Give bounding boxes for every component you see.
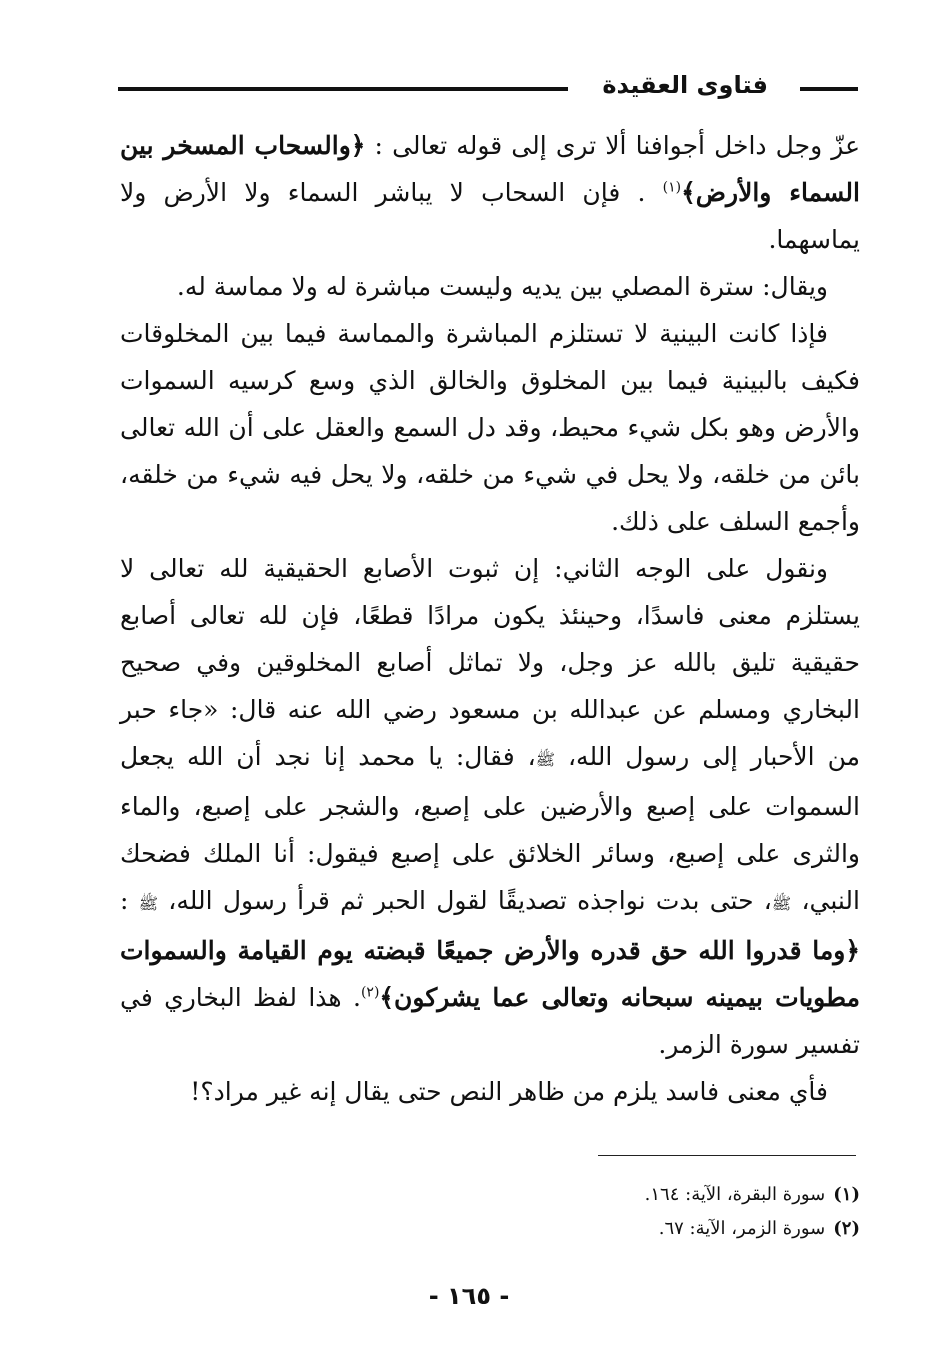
paragraph-4-text-c: ، حتى بدت نواجذه تصديقًا لقول الحبر ثم قرأ رسول الله، xyxy=(158,886,772,915)
paragraph-4-text-b: ، فقال: يا محمد إنا نجد أن الله يجعل السموات على إصبع والأرضين على إصبع، والشجر على إصبع، والماء والثرى على إصبع، وسائر الخلائق على إصبع فيقول: أنا الملك فضحك النبي، xyxy=(120,742,860,915)
paragraph-1 xyxy=(120,122,860,263)
footnote-ref-2: (٢) xyxy=(360,984,380,1001)
salla-symbol-1: ﷺ xyxy=(535,750,556,769)
quran-verse-1: ﴿والسحاب المسخر بين السماء والأرض﴾ xyxy=(120,131,860,207)
header-rule-right xyxy=(800,87,858,91)
paragraph-3: فإذا كانت البينية لا تستلزم المباشرة والمماسة فيما بين المخلوقات فكيف بالبينية فيما بين المخلوق والخالق الذي وسع كرسيه السموات والأرض وهو بكل شيء محيط، وقد دل السمع والعقل على أن الله تعالى بائن من خلقه، ولا يحل في شيء من خلقه، ولا يحل فيه شيء من خلقه، وأجمع السلف على ذلك. xyxy=(120,319,860,536)
paragraph-4-text-e: . هذا لفظ البخاري في تفسير سورة الزمر. xyxy=(120,983,860,1059)
paragraph-4 xyxy=(120,545,860,1068)
quran-verse-2: ﴿وما قدروا الله حق قدره والأرض جميعًا قبضته يوم القيامة والسموات مطويات بيمينه سبحانه وتعالى عما يشركون﴾ xyxy=(120,936,860,1012)
footnote-2-text: سورة الزمر، الآية: ٦٧. xyxy=(658,1218,826,1239)
salla-symbol-3: ﷺ xyxy=(138,894,159,913)
footnote-1-text: سورة البقرة، الآية: ١٦٤. xyxy=(644,1184,826,1205)
running-header xyxy=(118,66,858,106)
paragraph-5: فأي معنى فاسد يلزم من ظاهر النص حتى يقال إنه غير مراد؟! xyxy=(190,1077,828,1106)
paragraph-2: ويقال: سترة المصلي بين يديه وليست مباشرة له ولا مماسة له. xyxy=(176,272,828,301)
paragraph-1-text-b: . فإن السحاب لا يباشر السماء ولا الأرض ولا يماسهما. xyxy=(120,178,860,254)
footnotes xyxy=(360,1178,860,1246)
header-title: فتاوى العقيدة xyxy=(602,71,768,99)
footnote-ref-1: (١) xyxy=(662,179,682,196)
paragraph-4-text-d: : xyxy=(120,886,139,915)
header-rule-left xyxy=(118,87,568,91)
body-text xyxy=(120,122,860,1115)
footnote-2 xyxy=(360,1212,860,1246)
paragraph-4-text-a: ونقول على الوجه الثاني: إن ثبوت الأصابع الحقيقية لله تعالى لا يستلزم معنى فاسدًا، وحينئذ يكون مرادًا قطعًا، فإن لله تعالى أصابع حقيقية تليق بالله عز وجل، ولا تماثل أصابع المخلوقين وفي صحيح البخاري ومسلم عن عبدالله بن مسعود رضي الله عنه قال: «جاء حبر من الأحبار إلى رسول الله، xyxy=(120,554,860,771)
paragraph-1-text-a: عزّ وجل داخل أجوافنا ألا ترى إلى قوله تعالى : xyxy=(365,131,860,160)
salla-symbol-2: ﷺ xyxy=(771,894,792,913)
footnote-1-number: (١) xyxy=(833,1184,860,1205)
footnote-separator xyxy=(598,1155,856,1156)
footnote-2-number: (٢) xyxy=(833,1218,860,1239)
page-number: - ١٦٥ - xyxy=(428,1282,510,1310)
footnote-1 xyxy=(360,1178,860,1212)
